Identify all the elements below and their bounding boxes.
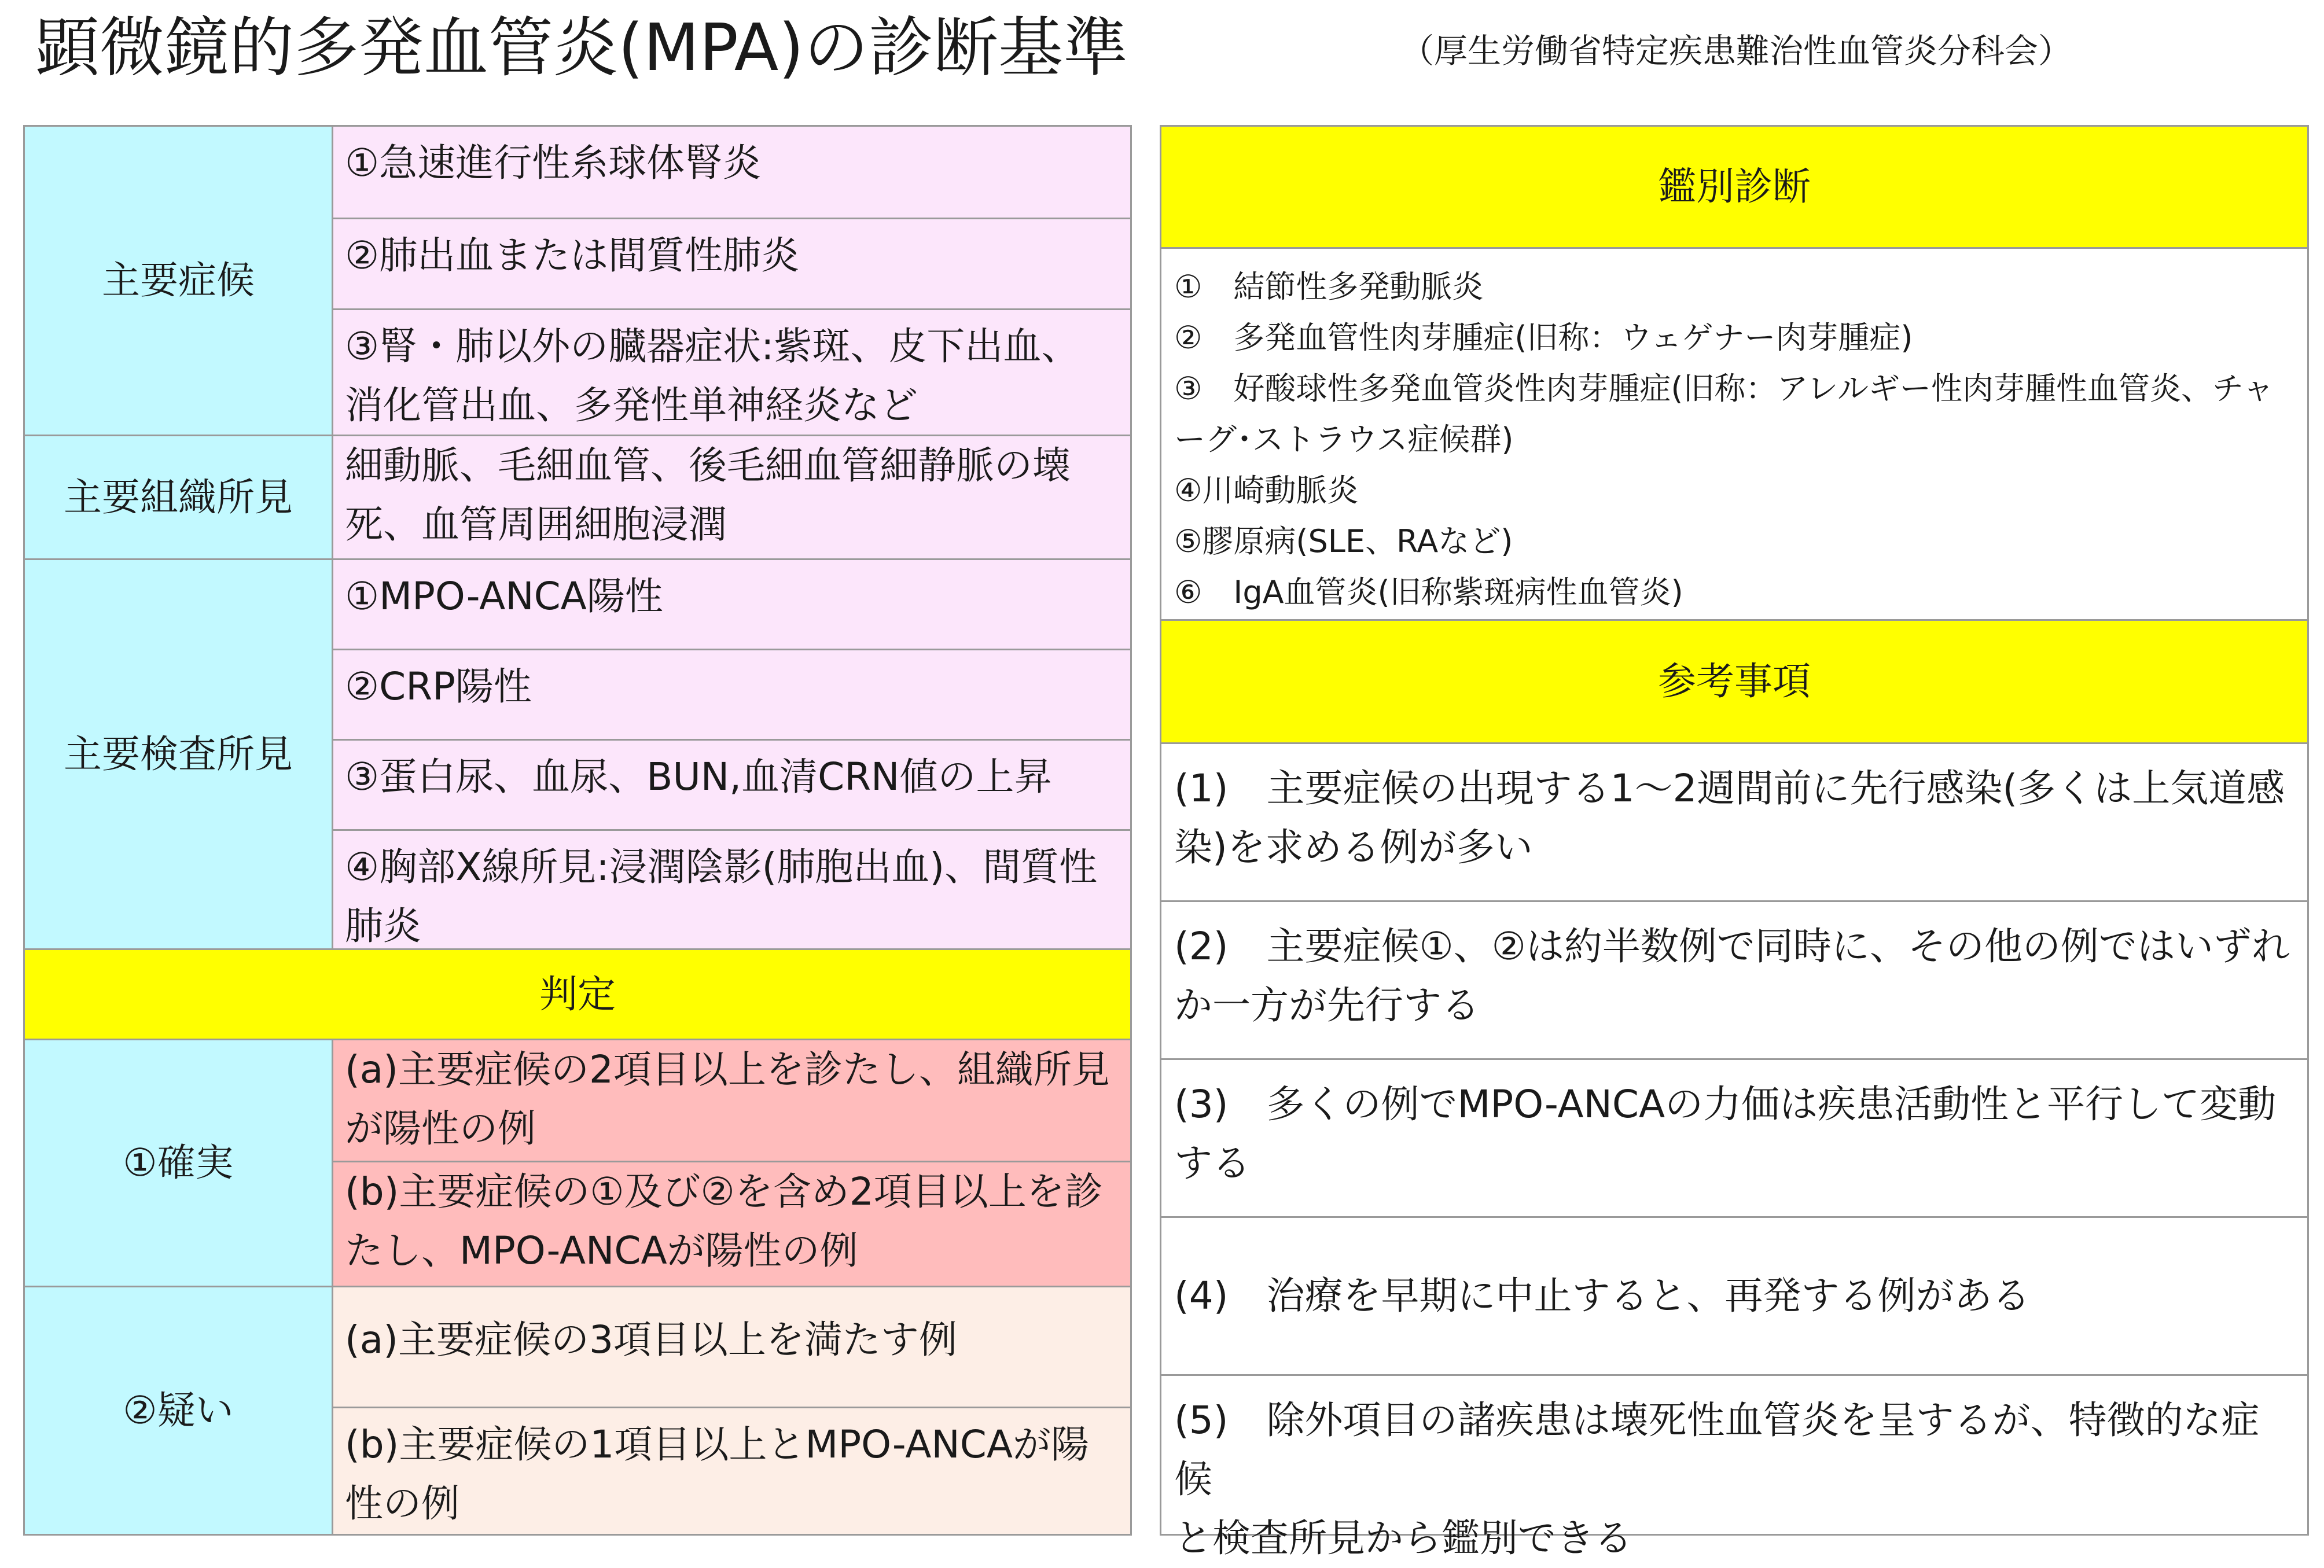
probable-item-a: (a)主要症候の3項目以上を満たす例 bbox=[332, 1286, 1132, 1408]
lab-item-3: ③蛋白尿、血尿、BUN,血清CRN値の上昇 bbox=[332, 739, 1132, 831]
differential-item-4: ④川崎動脈炎 bbox=[1174, 472, 1359, 509]
definite-label: ①確実 bbox=[123, 1140, 234, 1185]
definite-item-a: (a)主要症候の2項目以上を診たし、組織所見 が陽性の例 bbox=[332, 1039, 1132, 1162]
lab-item-2: ②CRP陽性 bbox=[332, 649, 1132, 741]
lab-item-4: ④胸部X線所見:浸潤陰影(肺胞出血)、間質性 肺炎 bbox=[332, 829, 1132, 950]
note-item-3: (3) 多くの例でMPO-ANCAの力価は疾患活動性と平行して変動 する bbox=[1160, 1058, 2309, 1218]
differential-item-1: ① 結節性多発動脈炎 bbox=[1174, 268, 1484, 305]
note-item-2: (2) 主要症候①、②は約半数例で同時に、その他の例ではいずれ か一方が先行する bbox=[1160, 900, 2309, 1060]
note-item-5: (5) 除外項目の諸疾患は壊死性血管炎を呈するが、特徴的な症候 と検査所見から鑑別できる bbox=[1160, 1374, 2309, 1536]
differential-item-6: ⑥ IgA血管炎(旧称紫斑病性血管炎) bbox=[1174, 574, 1683, 610]
histology-label: 主要組織所見 bbox=[64, 474, 293, 520]
main-symptom-item-2: ②肺出血または間質性肺炎 bbox=[332, 218, 1132, 310]
definite-item-b: (b)主要症候の①及び②を含め2項目以上を診 たし、MPO-ANCAが陽性の例 bbox=[332, 1161, 1132, 1287]
differential-item-5: ⑤膠原病(SLE、RAなど) bbox=[1174, 523, 1513, 560]
page-title: 顕微鏡的多発血管炎(MPA)の診断基準 bbox=[35, 10, 1128, 86]
probable-item-b: (b)主要症候の1項目以上とMPO-ANCAが陽 性の例 bbox=[332, 1407, 1132, 1536]
main-symptoms-label: 主要症候 bbox=[102, 258, 255, 303]
lab-item-1: ①MPO-ANCA陽性 bbox=[332, 558, 1132, 650]
differential-item-2: ② 多発血管性肉芽腫症(旧称：ウェゲナー肉芽腫症) bbox=[1174, 319, 1913, 356]
differential-header: 鑑別診断 bbox=[1160, 125, 2309, 249]
note-item-1: (1) 主要症候の出現する1〜2週間前に先行感染(多くは上気道感 染)を求める例が多い bbox=[1160, 742, 2309, 902]
main-symptoms-label-cell bbox=[23, 125, 333, 436]
main-symptom-item-1: ①急速進行性糸球体腎炎 bbox=[332, 125, 1132, 219]
definite-label-cell bbox=[23, 1039, 333, 1287]
source-note: （厚生労働省特定疾患難治性血管炎分科会） bbox=[1400, 31, 2072, 71]
lab-label-cell bbox=[23, 558, 333, 950]
probable-label: ②疑い bbox=[123, 1388, 234, 1433]
differential-item-3: ③ 好酸球性多発血管炎性肉芽腫症(旧称：アレルギー性肉芽腫性血管炎、チャ ーグ･ストラウス症候群) bbox=[1174, 370, 2274, 458]
main-symptom-item-3: ③腎・肺以外の臓器症状:紫斑、皮下出血、 消化管出血、多発性単神経炎など bbox=[332, 308, 1132, 436]
lab-label: 主要検査所見 bbox=[64, 731, 293, 776]
differential-list bbox=[1160, 247, 2309, 621]
note-item-4: (4) 治療を早期に中止すると、再発する例がある bbox=[1160, 1216, 2309, 1376]
histology-text-cell: 細動脈、毛細血管、後毛細血管細静脈の壊 死、血管周囲細胞浸潤 bbox=[332, 435, 1132, 560]
probable-label-cell bbox=[23, 1286, 333, 1536]
judgement-header: 判定 bbox=[23, 948, 1132, 1040]
notes-header: 参考事項 bbox=[1160, 619, 2309, 744]
histology-label-cell bbox=[23, 435, 333, 560]
